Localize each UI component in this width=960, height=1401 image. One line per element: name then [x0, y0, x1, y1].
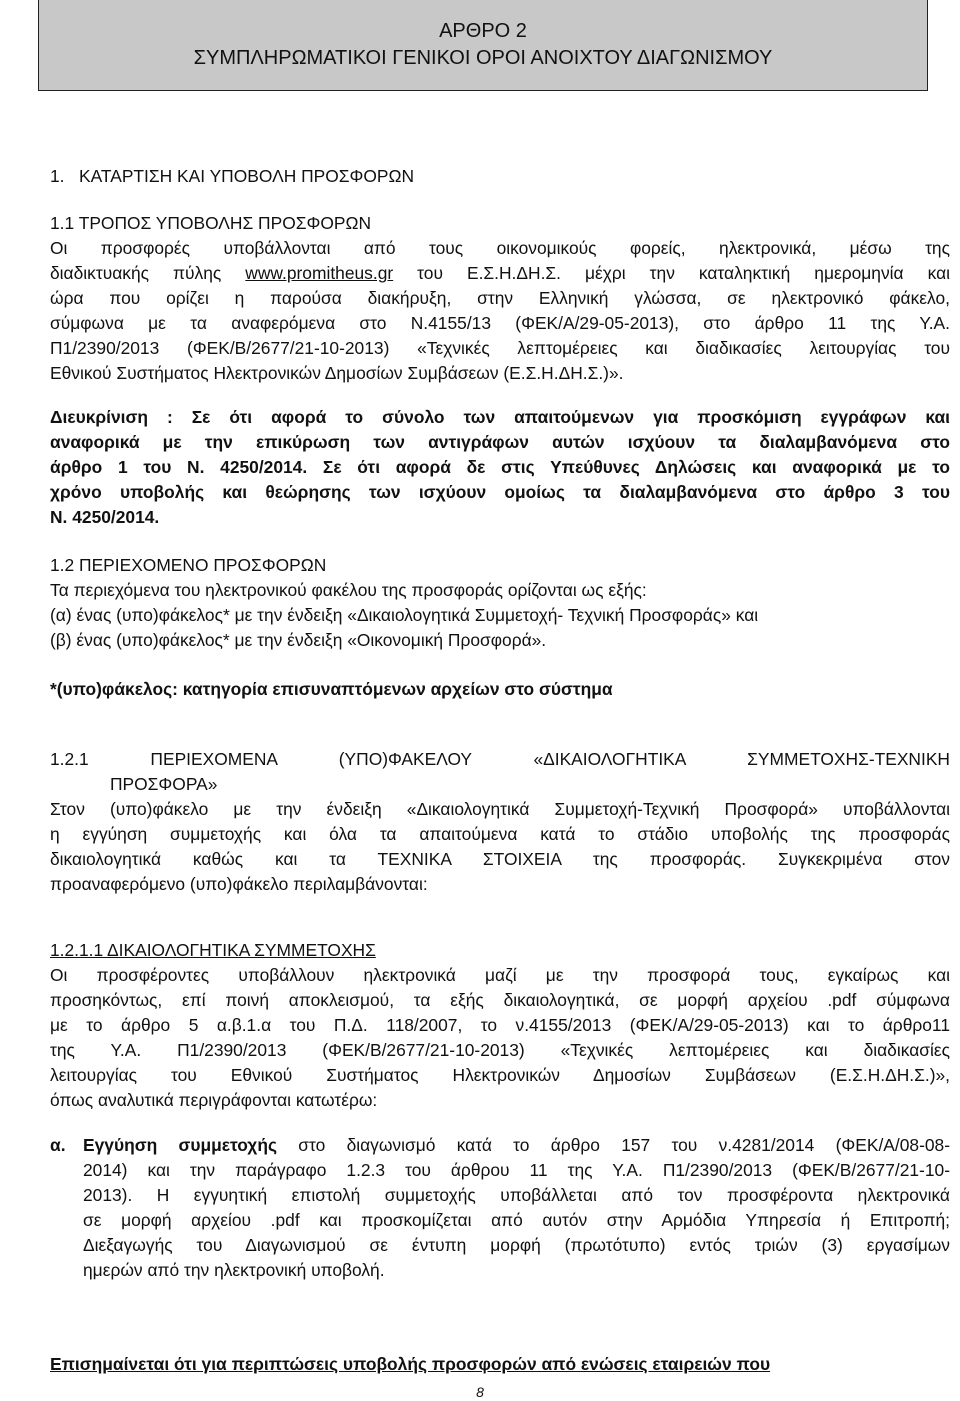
clarification-paragraph: Διευκρίνιση : Σε ότι αφορά το σύνολο των απαιτούμενων για προσκόμιση εγγράφων και αναφορικά με την επικύρωση των αντιγράφων αυτών ισχύουν τα διαλαμβανόμενα στο άρθρο 1 του Ν. 4250/2014. Σε ότι αφορά δε στις Υπεύθυνες Δηλώσεις και αναφορικά με το χρόνο υποβολής και θεώρησης των ισχύουν ομοίως τα διαλαμβανόμενα στο άρθρο 3 του Ν. 4250/2014.: [50, 407, 950, 527]
list-marker: α.: [50, 1135, 66, 1155]
footer-note: Επισημαίνεται ότι για περιπτώσεις υποβολής προσφορών από ενώσεις εταιρειών που: [50, 1354, 771, 1374]
article-title-box: [38, 0, 928, 91]
section-1-2: 1.2 ΠΕΡΙΕΧΟΜΕΝΟ ΠΡΟΣΦΟΡΩΝ Τα περιεχόμενα του ηλεκτρονικού φακέλου της προσφοράς ορίζονται ως εξής: (α) ένας (υπο)φάκελος* με την ένδειξη «Δικαιολογητικά Συμμετοχή- Τεχνική Προσφοράς» και (β) ένας (υπο)φάκελος* με την ένδειξη «Οικονομική Προσφορά».: [50, 553, 950, 653]
paragraph-line: διαδικτυακής πύλης www.promitheus.gr του Ε.Σ.Η.ΔΗ.Σ. μέχρι την καταληκτική ημερομηνία και: [50, 263, 950, 283]
paragraph-line: σύμφωνα με τα αναφερόμενα στο Ν.4155/13 (ΦΕΚ/Α/29-05-2013), στο άρθρο 11 της Υ.Α.: [50, 313, 950, 333]
article-subtitle: ΣΥΜΠΛΗΡΩΜΑΤΙΚΟΙ ΓΕΝΙΚΟΙ ΟΡΟΙ ΑΝΟΙΧΤΟΥ ΔΙΑΓΩΝΙΣΜΟΥ: [193, 47, 773, 69]
page-number: 8: [476, 1384, 484, 1400]
section-1-2-1-1-heading: 1.2.1.1 ΔΙΚΑΙΟΛΟΓΗΤΙΚΑ ΣΥΜΜΕΤΟΧΗΣ: [50, 940, 376, 960]
promitheus-link[interactable]: www.promitheus.gr: [245, 263, 394, 283]
section-1-1: [50, 211, 950, 386]
article-title: ΑΡΘΡΟ 2: [439, 20, 527, 42]
paragraph-line: Εθνικού Συστήματος Ηλεκτρονικών Δημοσίων Συμβάσεων (Ε.Σ.Η.ΔΗ.Σ.)».: [50, 363, 624, 383]
subfolder-note: *(υπο)φάκελος: κατηγορία επισυναπτόμενων αρχείων στο σύστημα: [50, 679, 613, 699]
section-1-2-heading: 1.2 ΠΕΡΙΕΧΟΜΕΝΟ ΠΡΟΣΦΟΡΩΝ: [50, 555, 327, 575]
paragraph-line: Π1/2390/2013 (ΦΕΚ/Β/2677/21-10-2013) «Τεχνικές λεπτομέρειες και διαδικασίες λειτουργίας του: [50, 338, 950, 358]
paragraph-line: ώρα που ορίζει η παρούσα διακήρυξη, στην Ελληνική γλώσσα, σε ηλεκτρονικό φάκελο,: [50, 288, 950, 308]
section-1-1-heading: 1.1 ΤΡΟΠΟΣ ΥΠΟΒΟΛΗΣ ΠΡΟΣΦΟΡΩΝ: [50, 213, 372, 233]
paragraph-line: Οι προσφορές υποβάλλονται από τους οικονομικούς φορείς, ηλεκτρονικά, μέσω της: [50, 238, 950, 258]
section-1-2-1-heading: 1.2.1 ΠΕΡΙΕΧΟΜΕΝΑ (ΥΠΟ)ΦΑΚΕΛΟΥ «ΔΙΚΑΙΟΛΟΓΗΤΙΚΑ ΣΥΜΜΕΤΟΧΗΣ-ΤΕΧΝΙΚΗ: [50, 749, 950, 769]
section-1-2-1: 1.2.1 ΠΕΡΙΕΧΟΜΕΝΑ (ΥΠΟ)ΦΑΚΕΛΟΥ «ΔΙΚΑΙΟΛΟΓΗΤΙΚΑ ΣΥΜΜΕΤΟΧΗΣ-ΤΕΧΝΙΚΗ ΠΡΟΣΦΟΡΑ» Στον (υπο)φάκελο με την ένδειξη «Δικαιολογητικά Συμμετοχή-Τεχνική Προσφορά» υποβάλλονται η εγγύηση συμμετοχής και όλα τα απαιτούμενα κατά το στάδιο υποβολής της προσφοράς δικαιολογητικά καθώς και τα ΤΕΧΝΙΚΑ ΣΤΟΙΧΕΙΑ της προσφοράς. Συγκεκριμένα στον προαναφερόμενο (υπο)φάκελο περιλαμβάνονται:: [50, 749, 950, 894]
section-1-heading: 1. ΚΑΤΑΡΤΙΣΗ ΚΑΙ ΥΠΟΒΟΛΗ ΠΡΟΣΦΟΡΩΝ: [50, 166, 415, 186]
list-item-a: α. Εγγύηση συμμετοχής στο διαγωνισμό κατά το άρθρο 157 του ν.4281/2014 (ΦΕΚ/Α/08-08- 2014) και την παράγραφο 1.2.3 του άρθρου 11 της Υ.Α. Π1/2390/2013 (ΦΕΚ/Β/2677/21-10- 2013). Η εγγυητική επιστολή συμμετοχής υποβάλλεται από τον προσφέροντα ηλεκτρονικά σε μορφή αρχείου .pdf και προσκομίζεται από αυτόν στην Αρμόδια Υπηρεσία ή Επιτροπή; Διεξαγωγής του Διαγωνισμού σε έντυπη μορφή (πρωτότυπο) εντός τριών (3) εργασίμων ημερών από την ηλεκτρονική υποβολή.: [50, 1135, 950, 1280]
section-1-2-1-1: 1.2.1.1 ΔΙΚΑΙΟΛΟΓΗΤΙΚΑ ΣΥΜΜΕΤΟΧΗΣ Οι προσφέροντες υποβάλλουν ηλεκτρονικά μαζί με την προσφορά τους, εγκαίρως και προσηκόντως, επί ποινή αποκλεισμού, τα εξής δικαιολογητικά, σε μορφή αρχείου .pdf σύμφωνα με το άρθρο 5 α.β.1.α του Π.Δ. 118/2007, το ν.4155/2013 (ΦΕΚ/Α/29-05-2013) και το άρθρο11 της Υ.Α. Π1/2390/2013 (ΦΕΚ/Β/2677/21-10-2013) «Τεχνικές λεπτομέρειες και διαδικασίες λειτουργίας του Εθνικού Συστήματος Ηλεκτρονικών Δημοσίων Συμβάσεων (Ε.Σ.Η.ΔΗ.Σ.)», όπως αναλυτικά περιγράφονται κατωτέρω:: [50, 940, 950, 1110]
